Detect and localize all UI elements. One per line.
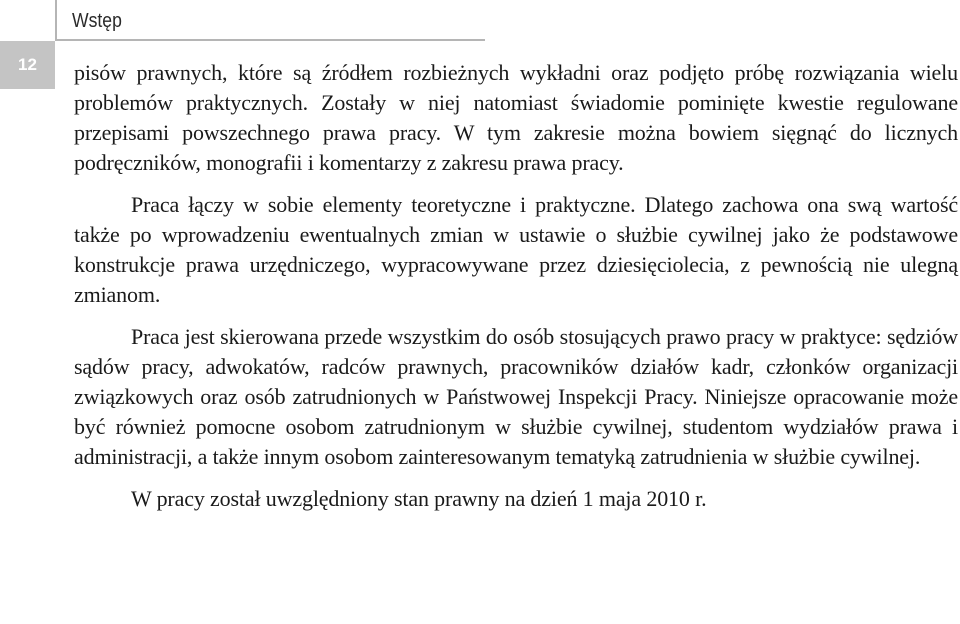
paragraph-theory-practice: Praca łączy w sobie elementy teoretyczne i praktyczne. Dlatego zachowa ona swą wartość także po wprowadzeniu ewentualnych zmian w ustawie o służbie cywilnej jako że podstawowe konstrukcje prawa urzędniczego, wypracowywane przez dziesięciolecia, z pewnością nie ulegną zmianom. [74, 192, 958, 307]
paragraph-audience: Praca jest skierowana przede wszystkim do osób stosujących prawo pracy w praktyce: sędziów sądów pracy, adwokatów, radców prawnych, pracowników działów kadr, członków organizacji związkowych oraz osób zatrudnionych w Państwowej Inspekcji Pracy. Niniejsze opracowanie może być również pomocne osobom zatrudnionym w służbie cywilnej, studentom wydziałów prawa i administracji, a także innym osobom zainteresowanym tematyką zatrudnienia w służbie cywilnej. [74, 324, 958, 469]
paragraph-legal-status: W pracy został uwzględniony stan prawny na dzień 1 maja 2010 r. [131, 486, 707, 511]
paragraph-continued: pisów prawnych, które są źródłem rozbieżnych wykładni oraz podjęto próbę rozwiązania wielu problemów praktycznych. Zostały w niej natomiast świadomie pominięte kwestie regulowane przepisami powszechnego prawa pracy. W tym zakresie można bowiem sięgnąć do licznych podręczników, monografii i komentarzy z zakresu prawa pracy. [74, 60, 958, 175]
header-divider-vertical [55, 0, 57, 40]
page-number: 12 [18, 55, 37, 74]
body-text [74, 58, 958, 514]
page-number-badge [0, 41, 55, 89]
chapter-title: Wstęp [72, 10, 122, 32]
header-divider-horizontal [55, 39, 485, 41]
